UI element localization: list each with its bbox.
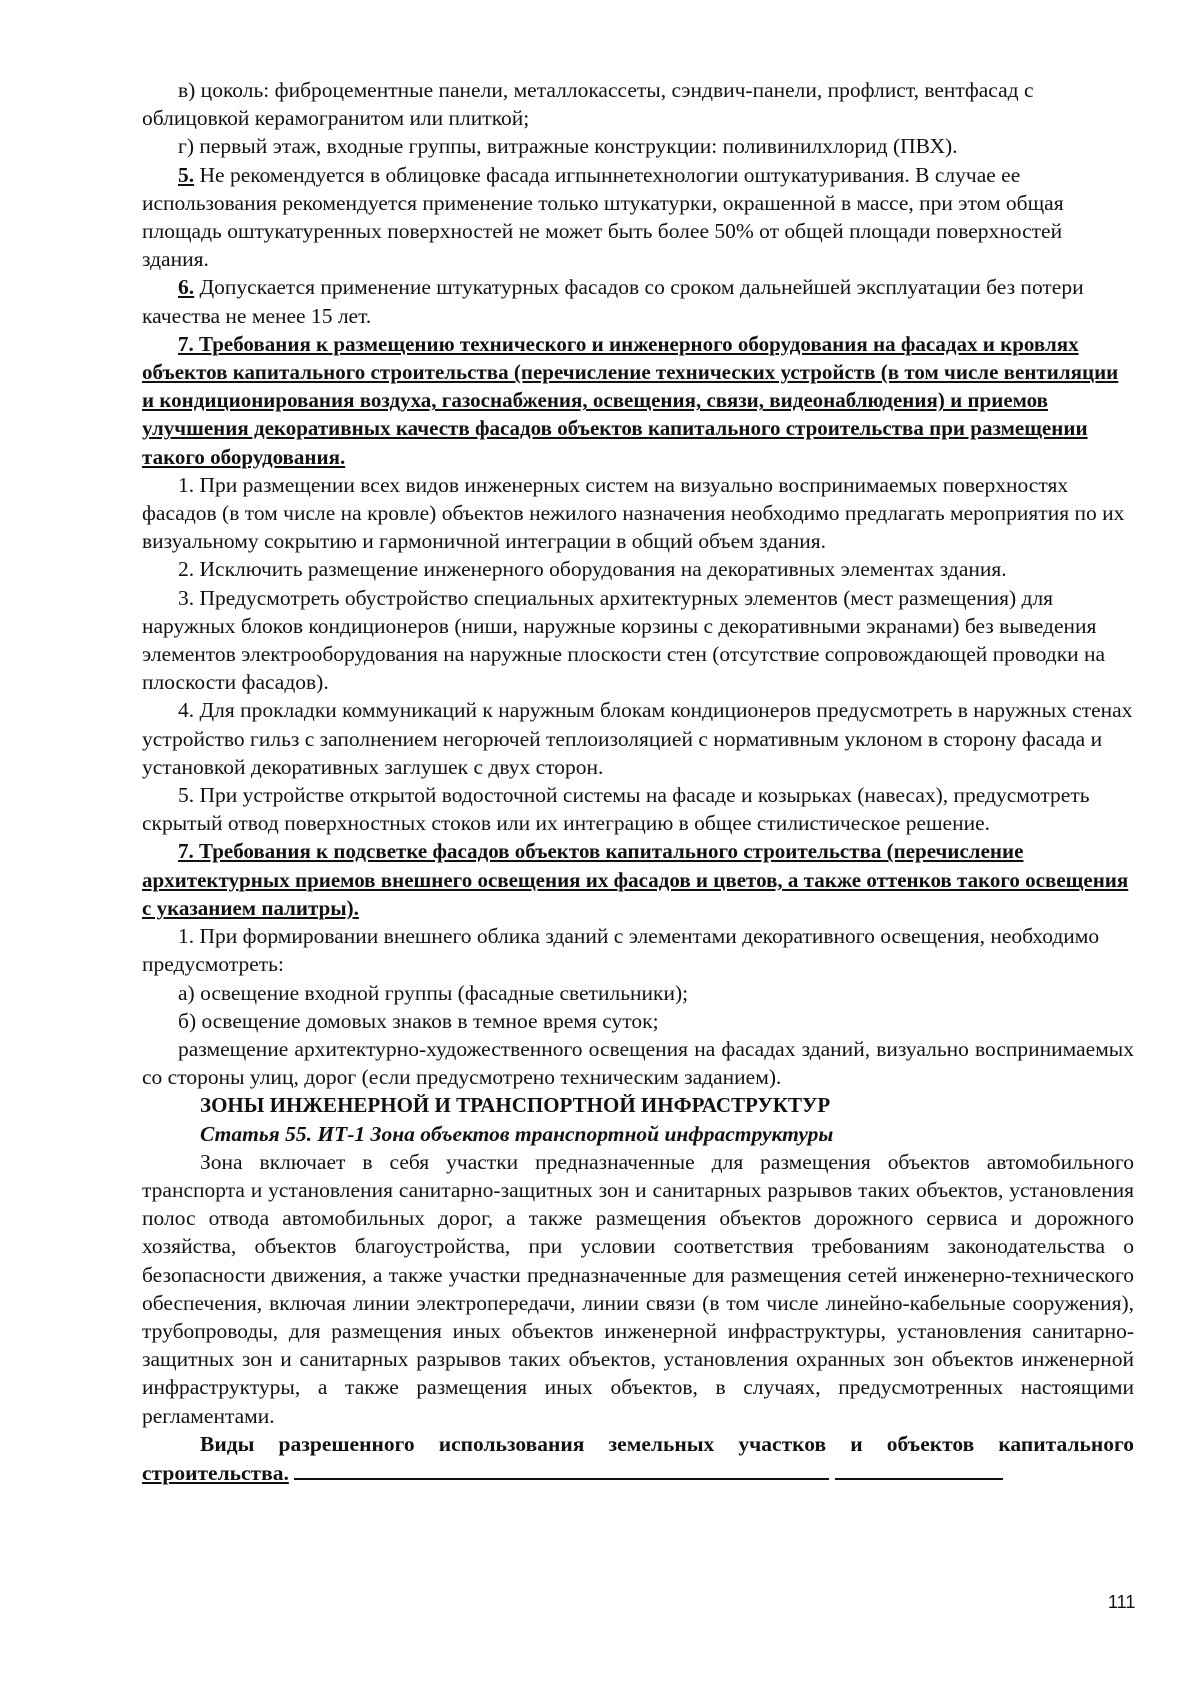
list-item: 1. При размещении всех видов инженерных систем на визуально воспринимаемых поверхностях фасадов (в том числе на кровле) объектов нежилого назначения необходимо предлагать мероприятия по их визуальному сокрытию и гармоничной интеграции в общий объем здания. [142,472,1125,554]
lighting-extra: размещение архитектурно-художественного освещения на фасадах зданий, визуально воспринимаемых со стороны улиц, дорог (если предусмотрено техническим заданием). [142,1036,1134,1090]
paragraph-item-6 [142,273,1134,329]
item-text: Допускается применение штукатурных фасадов со сроком дальнейшей эксплуатации без потери качества не менее 15 лет. [142,275,1084,328]
paragraph-item-5 [142,161,1134,274]
section-heading-equipment: 7. Требования к размещению технического и инженерного оборудования на фасадах и кровлях объектов капитального строительства (перечисление технических устройств (в том числе вентиляции и кондиционирования воздуха, газоснабжения, освещения, связи, видеонаблюдения) и приемов улучшения декоративных качеств фасадов объектов капитального строительства при размещении такого оборудования. [142,331,1119,469]
blank-underline [835,1458,1003,1480]
list-item: 1. При формировании внешнего облика зданий с элементами декоративного освещения, необходимо предусмотреть: [142,924,1100,977]
item-text: Не рекомендуется в облицовке фасада игпыннетехнологии оштукатуривания. В случае ее использования рекомендуется применение только штукатурки, окрашенной в массе, при этом общая площадь оштукатуренных поверхностей не может быть более 50% от общей площади поверхностей здания. [142,162,1064,272]
zone-description: Зона включает в себя участки предназначенные для размещения объектов автомобильного транспорта и установления санитарно-защитных зон и санитарных разрывов таких объектов, установления полос отвода автомобильных дорог, а также размещения объектов дорожного сервиса и дорожного хозяйства, объектов благоустройства, при условии соответствия требованиям законодательства о безопасности движения, а также участки предназначенные для размещения сетей инженерно-технического обеспечения, включая линии электропередачи, линии связи (в том числе линейно-кабельные сооружения), трубопроводы, для размещения иных объектов инженерной инфраструктуры, установления санитарно-защитных зон и санитарных разрывов таких объектов, установления охранных зон объектов инженерной инфраструктуры, а также размещения иных объектов, в случаях, предусмотренных настоящими регламентами. [142,1149,1134,1428]
list-item: 2. Исключить размещение инженерного оборудования на декоративных элементах здания. [178,557,1007,582]
list-item: 3. Предусмотреть обустройство специальных архитектурных элементов (мест размещения) для наружных блоков кондиционеров (ниши, наружные корзины с декоративными экранами) без выведения элементов электрооборудования на наружные плоскости стен (отсутствие сопровождающей проводки на плоскости фасадов). [142,585,1106,695]
item-number: 6. [178,275,195,300]
list-item-b: б) освещение домовых знаков в темное время суток; [178,1008,659,1033]
document-page [142,76,1134,1487]
list-item: 5. При устройстве открытой водосточной системы на фасаде и козырьках (навесах), предусмотреть скрытый отвод поверхностных стоков или их интеграцию в общее стилистическое решение. [142,783,1090,836]
page-number: 111 [1108,1592,1136,1612]
article-title: Статья 55. ИТ-1 Зона объектов транспортной инфраструктуры [200,1121,834,1146]
list-item-g: г) первый этаж, входные группы, витражные конструкции: поливинилхлорид (ПВХ). [178,134,958,159]
zone-title: ЗОНЫ ИНЖЕНЕРНОЙ И ТРАНСПОРТНОЙ ИНФРАСТРУКТУР [200,1093,831,1118]
permitted-uses-line1: Виды разрешенного использования земельных участков и объектов капитального [200,1431,1134,1456]
permitted-uses-heading [142,1430,1134,1487]
permitted-uses-line2: строительства. [142,1460,289,1485]
item-number: 5. [178,162,195,187]
list-item: 4. Для прокладки коммуникаций к наружным блокам кондиционеров предусмотреть в наружных стенах устройство гильз с заполнением негорючей теплоизоляцией с нормативным уклоном в сторону фасада и установкой декоративных заглушек с двух сторон. [142,698,1133,779]
section-heading-lighting: 7. Требования к подсветке фасадов объектов капитального строительства (перечисление архитектурных приемов внешнего освещения их фасадов и цветов, а также оттенков такого освещения с указанием палитры). [142,839,1129,920]
blank-underline [294,1458,829,1480]
list-item-v: в) цоколь: фиброцементные панели, металлокассеты, сэндвич-панели, профлист, вентфасад с облицовкой керамогранитом или плиткой; [142,78,1034,131]
list-item-a: а) освещение входной группы (фасадные светильники); [178,980,689,1005]
